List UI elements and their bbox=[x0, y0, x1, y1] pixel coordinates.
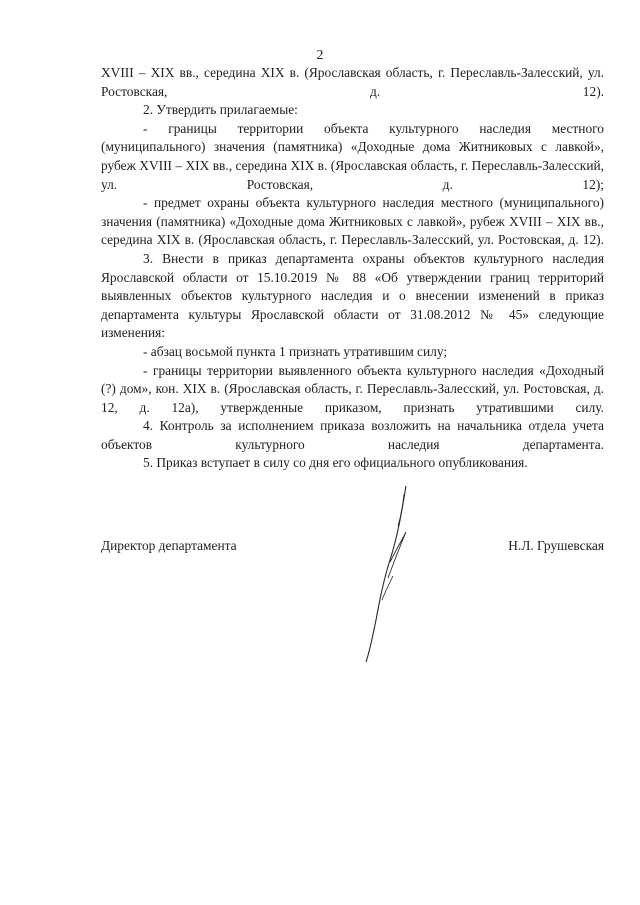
paragraph-continuation: XVIII – XIX вв., середина XIX в. (Ярославская область, г. Переславль-Залесский, ул. Ростовская, д. 12). bbox=[101, 65, 604, 99]
paragraph-item-4: 4. Контроль за исполнением приказа возложить на начальника отдела учета объектов культурного наследия департамента. bbox=[101, 418, 604, 452]
paragraph-item-5: 5. Приказ вступает в силу со дня его официального опубликования. bbox=[143, 455, 528, 471]
page-number: 2 bbox=[316, 48, 324, 63]
paragraph-item-3: 3. Внести в приказ департамента охраны объектов культурного наследия Ярославской области от 15.10.2019 № 88 «Об утверждении границ территорий выявленных объектов культурного наследия и о внесении изменений в приказ департамента культуры Ярославской области от 31.08.2012 № 45» следующие изменения: bbox=[101, 250, 604, 341]
paragraph-item-2: 2. Утвердить прилагаемые: bbox=[143, 102, 298, 118]
handwritten-signature bbox=[360, 480, 430, 665]
paragraph-item-2-protection-subject: - предмет охраны объекта культурного наследия местного (муниципального) значения (памятника) «Доходные дома Житниковых с лавкой», рубеж XVIII – XIX вв., середина XIX в. (Ярославская область, г. Переславль-Залесский, ул. Ростовская, д. 12). bbox=[101, 195, 604, 248]
document-body bbox=[101, 64, 604, 473]
paragraph-item-2-territory: - границы территории объекта культурного наследия местного (муниципального) значения (памятника) «Доходные дома Житниковых с лавкой», рубеж XVIII – XIX вв., середина XIX в. (Ярославская область, г. Переславль-Залесский, ул. Ростовская, д. 12); bbox=[101, 120, 604, 192]
paragraph-item-3-sub-1: - абзац восьмой пункта 1 признать утратившим силу; bbox=[143, 343, 448, 359]
paragraph-item-3-sub-2: - границы территории выявленного объекта культурного наследия «Доходный (?) дом», кон. XIX в. (Ярославская область, г. Переславль-Залесский, ул. Ростовская, д. 12, д. 12а), утвержденные приказом, признать утратившими силу. bbox=[101, 362, 604, 415]
signatory-name: Н.Л. Грушевская bbox=[508, 538, 604, 553]
signatory-position: Директор департамента bbox=[101, 538, 237, 553]
